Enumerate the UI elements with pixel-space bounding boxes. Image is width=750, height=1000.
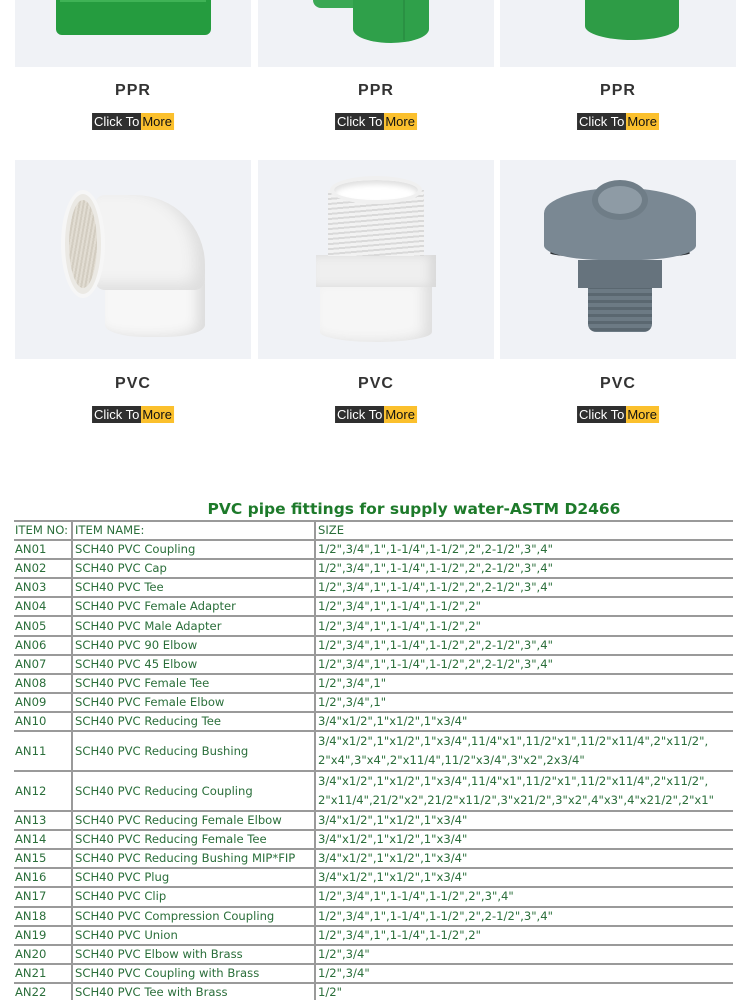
item-name: SCH40 PVC Clip xyxy=(72,887,315,906)
table-row xyxy=(14,945,733,964)
item-size: 1/2",3/4",1",1-1/4",1-1/2",2",2-1/2",3",4" xyxy=(315,578,733,597)
item-no: AN13 xyxy=(14,811,72,830)
item-name: SCH40 PVC Tee with Brass xyxy=(72,983,315,1000)
product-image-pvc-male-adapter[interactable] xyxy=(258,160,494,359)
item-name: SCH40 PVC Reducing Female Tee xyxy=(72,830,315,849)
item-no: AN18 xyxy=(14,907,72,926)
table-row xyxy=(14,616,733,635)
product-title: PPR xyxy=(115,82,151,99)
table-row xyxy=(14,674,733,693)
item-name: SCH40 PVC 45 Elbow xyxy=(72,655,315,674)
connector-bore xyxy=(592,180,648,220)
item-no: AN12 xyxy=(14,771,72,811)
table-row xyxy=(14,655,733,674)
button-label-click-to: Click To xyxy=(579,114,625,129)
click-to-more-button[interactable] xyxy=(577,406,659,423)
connector-nut xyxy=(578,260,662,288)
product-card[interactable] xyxy=(500,160,736,430)
table-row xyxy=(14,983,733,1000)
product-card[interactable] xyxy=(258,0,494,140)
spec-table-title: PVC pipe fittings for supply water-ASTM D2466 xyxy=(207,500,621,518)
item-no: AN03 xyxy=(14,578,72,597)
click-to-more-button[interactable] xyxy=(335,406,417,423)
item-size: 1/2",3/4",1",1-1/4",1-1/2",2",2-1/2",3",4" xyxy=(315,540,733,559)
table-row xyxy=(14,868,733,887)
item-name: SCH40 PVC Union xyxy=(72,926,315,945)
item-no: AN10 xyxy=(14,712,72,731)
button-label-click-to: Click To xyxy=(337,114,383,129)
item-no: AN07 xyxy=(14,655,72,674)
item-no: AN08 xyxy=(14,674,72,693)
item-no: AN17 xyxy=(14,887,72,906)
item-name: SCH40 PVC Cap xyxy=(72,559,315,578)
tee-seam xyxy=(403,0,405,40)
item-name: SCH40 PVC Compression Coupling xyxy=(72,907,315,926)
item-size: 1/2",3/4",1",1-1/4",1-1/2",2" xyxy=(315,597,733,616)
spec-table-section xyxy=(14,498,734,1000)
table-row xyxy=(14,926,733,945)
item-size: 3/4"x1/2",1"x1/2",1"x3/4" xyxy=(315,811,733,830)
product-title: PVC xyxy=(115,375,151,392)
button-label-more: More xyxy=(142,407,172,422)
item-size: 1/2",3/4" xyxy=(315,964,733,983)
item-no: AN04 xyxy=(14,597,72,616)
button-label-click-to: Click To xyxy=(94,407,140,422)
product-card[interactable] xyxy=(500,0,736,140)
table-row xyxy=(14,540,733,559)
product-title: PVC xyxy=(358,375,394,392)
product-card[interactable] xyxy=(15,0,251,140)
item-size: 3/4"x1/2",1"x1/2",1"x3/4",11/4"x1",11/2"x1",11/2"x11/4",2"x11/2", 2"x11/4",21/2"x2",21/2"x11/2",3"x21/2",3"x2",4"x3",4"x21/2",2"x1" xyxy=(315,771,733,811)
item-no: AN15 xyxy=(14,849,72,868)
product-row-ppr xyxy=(0,0,750,140)
coupling-ridge xyxy=(60,0,206,2)
table-row xyxy=(14,811,733,830)
product-image-pvc-female-elbow[interactable] xyxy=(15,160,251,359)
table-row xyxy=(14,887,733,906)
item-size: 1/2" xyxy=(315,983,733,1000)
item-name: SCH40 PVC Coupling with Brass xyxy=(72,964,315,983)
table-row xyxy=(14,771,733,811)
table-row xyxy=(14,693,733,712)
item-size: 1/2",3/4",1",1-1/4",1-1/2",2",3",4" xyxy=(315,887,733,906)
adapter-socket xyxy=(320,280,432,342)
item-size: 1/2",3/4",1",1-1/4",1-1/2",2",2-1/2",3",4" xyxy=(315,655,733,674)
item-name: SCH40 PVC Female Elbow xyxy=(72,693,315,712)
item-no: AN11 xyxy=(14,731,72,771)
adapter-hex xyxy=(316,255,436,287)
click-to-more-button[interactable] xyxy=(92,113,174,130)
item-name: SCH40 PVC Plug xyxy=(72,868,315,887)
item-no: AN14 xyxy=(14,830,72,849)
click-to-more-button[interactable] xyxy=(577,113,659,130)
item-no: AN05 xyxy=(14,616,72,635)
item-size: 3/4"x1/2",1"x1/2",1"x3/4" xyxy=(315,712,733,731)
item-no: AN01 xyxy=(14,540,72,559)
spec-table xyxy=(14,520,733,1000)
click-to-more-button[interactable] xyxy=(335,113,417,130)
button-label-click-to: Click To xyxy=(579,407,625,422)
table-row xyxy=(14,578,733,597)
item-no: AN16 xyxy=(14,868,72,887)
table-header-row xyxy=(14,521,733,540)
product-title: PPR xyxy=(600,82,636,99)
product-image-ppr-tee[interactable] xyxy=(258,0,494,67)
table-row xyxy=(14,849,733,868)
item-name: SCH40 PVC Reducing Coupling xyxy=(72,771,315,811)
product-title: PVC xyxy=(600,375,636,392)
item-name: SCH40 PVC Tee xyxy=(72,578,315,597)
item-size: 1/2",3/4",1",1-1/4",1-1/2",2",2-1/2",3",4" xyxy=(315,559,733,578)
item-name: SCH40 PVC Coupling xyxy=(72,540,315,559)
item-size: 1/2",3/4",1",1-1/4",1-1/2",2" xyxy=(315,616,733,635)
product-title: PPR xyxy=(358,82,394,99)
item-size: 1/2",3/4",1" xyxy=(315,674,733,693)
button-label-more: More xyxy=(627,407,657,422)
green-cap-body xyxy=(585,0,679,40)
item-name: SCH40 PVC Reducing Bushing MIP*FIP xyxy=(72,849,315,868)
table-row xyxy=(14,731,733,771)
item-size: 1/2",3/4",1",1-1/4",1-1/2",2",2-1/2",3",4" xyxy=(315,636,733,655)
header-item-no: ITEM NO: xyxy=(14,521,72,540)
item-no: AN22 xyxy=(14,983,72,1000)
item-no: AN02 xyxy=(14,559,72,578)
item-size: 3/4"x1/2",1"x1/2",1"x3/4" xyxy=(315,868,733,887)
green-coupling-shape xyxy=(56,0,211,35)
elbow-thread xyxy=(69,200,97,288)
button-label-more: More xyxy=(385,407,415,422)
item-size: 1/2",3/4" xyxy=(315,945,733,964)
connector-thread xyxy=(588,282,652,332)
item-name: SCH40 PVC Reducing Tee xyxy=(72,712,315,731)
item-name: SCH40 PVC Reducing Female Elbow xyxy=(72,811,315,830)
table-row xyxy=(14,559,733,578)
button-label-more: More xyxy=(385,114,415,129)
button-label-more: More xyxy=(142,114,172,129)
item-size: 3/4"x1/2",1"x1/2",1"x3/4" xyxy=(315,830,733,849)
item-no: AN21 xyxy=(14,964,72,983)
item-name: SCH40 PVC 90 Elbow xyxy=(72,636,315,655)
item-no: AN19 xyxy=(14,926,72,945)
elbow-bend xyxy=(95,195,205,290)
product-image-pvc-tank-connector[interactable] xyxy=(500,160,736,359)
item-no: AN06 xyxy=(14,636,72,655)
table-row xyxy=(14,907,733,926)
item-size: 1/2",3/4",1",1-1/4",1-1/2",2" xyxy=(315,926,733,945)
item-no: AN09 xyxy=(14,693,72,712)
item-name: SCH40 PVC Elbow with Brass xyxy=(72,945,315,964)
product-image-ppr-cap[interactable] xyxy=(500,0,736,67)
item-size: 3/4"x1/2",1"x1/2",1"x3/4",11/4"x1",11/2"x1",11/2"x11/4",2"x11/2", 2"x4",3"x4",2"x11/4",11/2"x3/4",3"x2",2x3/4" xyxy=(315,731,733,771)
product-image-ppr-coupling[interactable] xyxy=(15,0,251,67)
header-size: SIZE xyxy=(315,521,733,540)
button-label-more: More xyxy=(627,114,657,129)
item-size: 1/2",3/4",1",1-1/4",1-1/2",2",2-1/2",3",4" xyxy=(315,907,733,926)
product-card[interactable] xyxy=(15,160,251,430)
button-label-click-to: Click To xyxy=(94,114,140,129)
table-row xyxy=(14,597,733,616)
item-size: 3/4"x1/2",1"x1/2",1"x3/4" xyxy=(315,849,733,868)
table-row xyxy=(14,636,733,655)
product-card[interactable] xyxy=(258,160,494,430)
header-item-name: ITEM NAME: xyxy=(72,521,315,540)
table-row xyxy=(14,964,733,983)
item-no: AN20 xyxy=(14,945,72,964)
item-name: SCH40 PVC Reducing Bushing xyxy=(72,731,315,771)
item-name: SCH40 PVC Female Adapter xyxy=(72,597,315,616)
button-label-click-to: Click To xyxy=(337,407,383,422)
table-row xyxy=(14,712,733,731)
item-name: SCH40 PVC Male Adapter xyxy=(72,616,315,635)
item-size: 1/2",3/4",1" xyxy=(315,693,733,712)
product-row-pvc xyxy=(0,160,750,430)
click-to-more-button[interactable] xyxy=(92,406,174,423)
table-row xyxy=(14,830,733,849)
item-name: SCH40 PVC Female Tee xyxy=(72,674,315,693)
adapter-mouth xyxy=(330,176,422,204)
green-tee-body xyxy=(353,0,429,43)
